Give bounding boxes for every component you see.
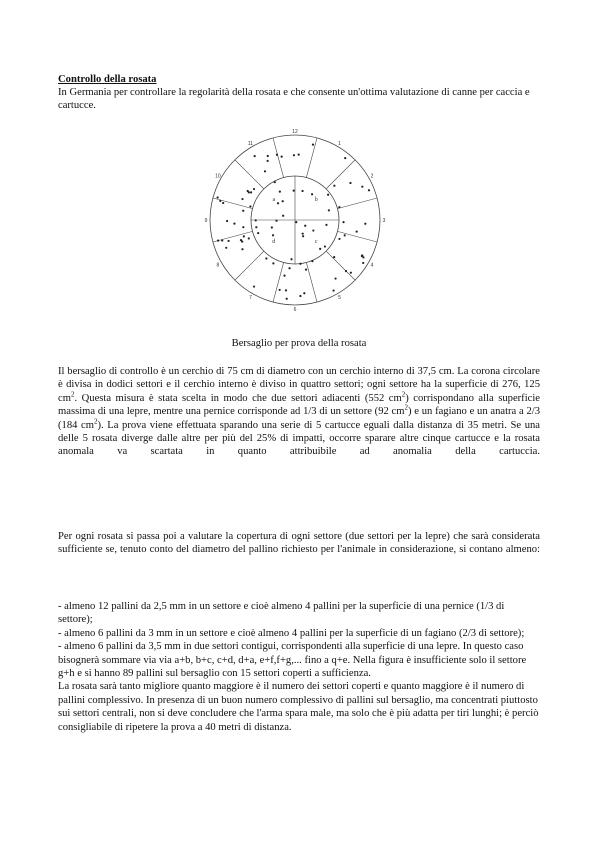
pellet-hit (319, 248, 321, 250)
outer-sector-label: 8 (216, 262, 220, 269)
target-diagram (200, 128, 390, 318)
pellet-hit (271, 226, 273, 228)
pellet-hit (325, 224, 327, 226)
outer-sector-label: 4 (370, 262, 374, 269)
pellet-hit (276, 154, 278, 156)
list-item: - almeno 6 pallini da 3,5 mm in due settori contigui, corrispondenti alla superficie di una lepre. In questo caso bisognerà sommare via via a+b, b+c, c+d, d+a, e+f,f+g,... fino a q+e. Nella figura è insufficiente solo il settore g+h e si hanno 89 pallini sul bersaglio con 15 settori coperti a sufficienza. (58, 641, 527, 680)
pellet-hit (293, 154, 295, 156)
pellet-hit (328, 209, 330, 211)
pellet-hit (333, 185, 335, 187)
pellet-hit (242, 226, 244, 228)
pellet-hit (364, 223, 366, 225)
pellet-hit (241, 198, 243, 200)
pellet-hit (277, 202, 279, 204)
requirements-list (58, 600, 540, 734)
sector-divider (235, 160, 264, 189)
pellet-hit (350, 272, 352, 274)
sector-divider (326, 160, 355, 189)
list-item: - almeno 12 pallini da 2,5 mm in un settore e cioè almeno 4 pallini per la superficie di una pernice (1/3 di settore); (58, 601, 505, 626)
pellet-hit (241, 248, 243, 250)
pellet-hit (219, 200, 221, 202)
pellet-hit (265, 257, 267, 259)
pellet-hit (286, 298, 288, 300)
inner-sector-label: c (314, 239, 318, 246)
pellet-hit (345, 270, 347, 272)
pellet-hits (217, 144, 371, 300)
pellet-hit (255, 226, 257, 228)
pellet-hit (250, 191, 252, 193)
pellet-hit (298, 154, 300, 156)
pellet-hit (333, 256, 335, 258)
pellet-hit (338, 238, 340, 240)
pellet-hit (349, 182, 351, 184)
outer-sector-label: 7 (249, 295, 252, 302)
list-item: - almeno 6 pallini da 3 mm in un settore e cioè almeno 4 pallini per la superficie di un fagiano (2/3 di settore); (58, 627, 525, 639)
paragraph-3-text: La rosata sarà tanto migliore quanto maggiore è il numero dei settori coperti e quanto maggiore è il numero di pallini complessivo. In presenza di un buon numero complessivo di pallini sul bersaglio, ma concentrati piuttosto sui settori centrali, non si deve concludere che l'arma spara male, ma solo che è più adatta per tiri lunghi; è perciò consigliabile di ripetere la prova a 40 metri di distanza. (58, 681, 539, 733)
pellet-hit (281, 156, 283, 158)
pellet-hit (274, 181, 276, 183)
pellet-hit (283, 275, 285, 277)
pellet-hit (362, 256, 364, 258)
pellet-hit (338, 206, 340, 208)
pellet-hit (356, 230, 358, 232)
pellet-hit (305, 269, 307, 271)
pellet-hit (221, 239, 223, 241)
pellet-hit (264, 170, 266, 172)
pellet-hit (217, 196, 219, 198)
outer-sector-label: 6 (293, 307, 297, 313)
pellet-hit (257, 232, 259, 234)
outer-sector-label: 12 (292, 129, 298, 135)
outer-sector-label: 1 (338, 140, 341, 147)
pellet-hit (334, 277, 336, 279)
paragraph-2-text: Per ogni rosata si passa poi a valutare la copertura di ogni settore (due settori per la lepre) che sarà considerata sufficiente se, tenuto conto del diametro del pallino richiesto per l'animale in considerazione, si contano almeno: (58, 531, 540, 556)
pellet-hit (282, 200, 284, 202)
section-heading: Controllo della rosata (58, 74, 157, 85)
pellet-hit (241, 240, 243, 242)
inner-sector-label: d (272, 239, 276, 246)
pellet-hit (272, 234, 274, 236)
pellet-hit (272, 262, 274, 264)
pellet-hit (299, 295, 301, 297)
pellet-hit (243, 235, 245, 237)
pellet-hit (226, 220, 228, 222)
outer-sector-label: 9 (204, 218, 208, 224)
outer-sector-label: 10 (215, 173, 221, 180)
pellet-hit (254, 155, 256, 157)
sector-divider (326, 251, 355, 280)
sector-divider (273, 263, 284, 303)
pellet-hit (304, 225, 306, 227)
pellet-hit (242, 210, 244, 212)
pellet-hit (290, 258, 292, 260)
intro-paragraph: In Germania per controllare la regolarità della rosata e che consente un'ottima valutazione di canne per caccia e cartucce. (58, 87, 530, 112)
figure-caption: Bersaglio per prova della rosata (231, 338, 367, 349)
sector-divider (213, 198, 253, 209)
sector-divider (273, 138, 284, 178)
outer-sector-label: 5 (338, 295, 341, 302)
pellet-hit (267, 155, 269, 157)
pellet-hit (312, 144, 314, 146)
pellet-hit (282, 215, 284, 217)
pellet-hit (279, 289, 281, 291)
sector-divider (306, 138, 317, 178)
pellet-hit (327, 194, 329, 196)
pellet-hit (249, 205, 251, 207)
pellet-hit (361, 254, 363, 256)
pellet-hit (253, 285, 255, 287)
pellet-hit (233, 223, 235, 225)
pellet-hit (344, 157, 346, 159)
pellet-hit (253, 188, 255, 190)
pellet-hit (248, 237, 250, 239)
pellet-hit (227, 240, 229, 242)
pellet-hit (293, 190, 295, 192)
inner-sector-label: a (272, 196, 276, 203)
inner-sector-label: b (314, 196, 318, 203)
pellet-hit (332, 289, 334, 291)
pellet-hit (279, 190, 281, 192)
sector-divider (338, 198, 378, 209)
pellet-hit (302, 235, 304, 237)
pellet-hit (361, 186, 363, 188)
pellet-hit (311, 260, 313, 262)
sector-divider (338, 231, 378, 242)
pellet-hit (275, 220, 277, 222)
pellet-hit (222, 202, 224, 204)
pellet-hit (311, 193, 313, 195)
paragraph-coverage (58, 530, 540, 557)
pellet-hit (342, 221, 344, 223)
pellet-hit (285, 289, 287, 291)
pellet-hit (225, 247, 227, 249)
pellet-hit (368, 189, 370, 191)
pellet-hit (362, 262, 364, 264)
pellet-hit (267, 160, 269, 162)
pellet-hit (302, 233, 304, 235)
pellet-hit (288, 267, 290, 269)
sector-divider (235, 251, 264, 280)
outer-sector-label: 3 (382, 218, 386, 224)
pellet-hit (301, 190, 303, 192)
sector-divider (306, 263, 317, 303)
outer-sector-label: 11 (247, 140, 254, 147)
pellet-hit (344, 234, 346, 236)
pellet-hit (303, 292, 305, 294)
paragraph-1-text: Il bersaglio di controllo è un cerchio di 75 cm di diametro con un cerchio interno di 37,5 cm. La corona circolare è divisa in dodici settori e il cerchio interno è diviso in quattro settori; ogni settore ha la superficie di 276, 125 $cm^2$. Questa misura è stata scelta in modo che due settori adiacenti (552 $cm^2$) corrispondano alla superficie massima di una lepre, mentre una pernice corrisponde ad 1/3 di un settore (92 $cm^2$) e un fagiano e un anatra a 2/3 (184 $cm^2$). La prova viene effettuata sparando una serie di 5 cartucce eguali dalla distanza di 35 metri. Se una delle 5 rosata diverge dalle altre per più del 25% di impatti, occorre sparare altre cinque cartucce e la rosata anomala va scartata in quanto attribuibile ad anomalia della cartuccia. (58, 366, 540, 458)
pellet-hit (255, 219, 257, 221)
outer-sector-label: 2 (370, 173, 374, 180)
pellet-hit (312, 229, 314, 231)
pellet-hit (247, 190, 249, 192)
pellet-hit (324, 245, 326, 247)
pellet-hit (217, 239, 219, 241)
pellet-hit (295, 221, 297, 223)
pellet-hit (299, 263, 301, 265)
paragraph-target-description (58, 365, 540, 459)
